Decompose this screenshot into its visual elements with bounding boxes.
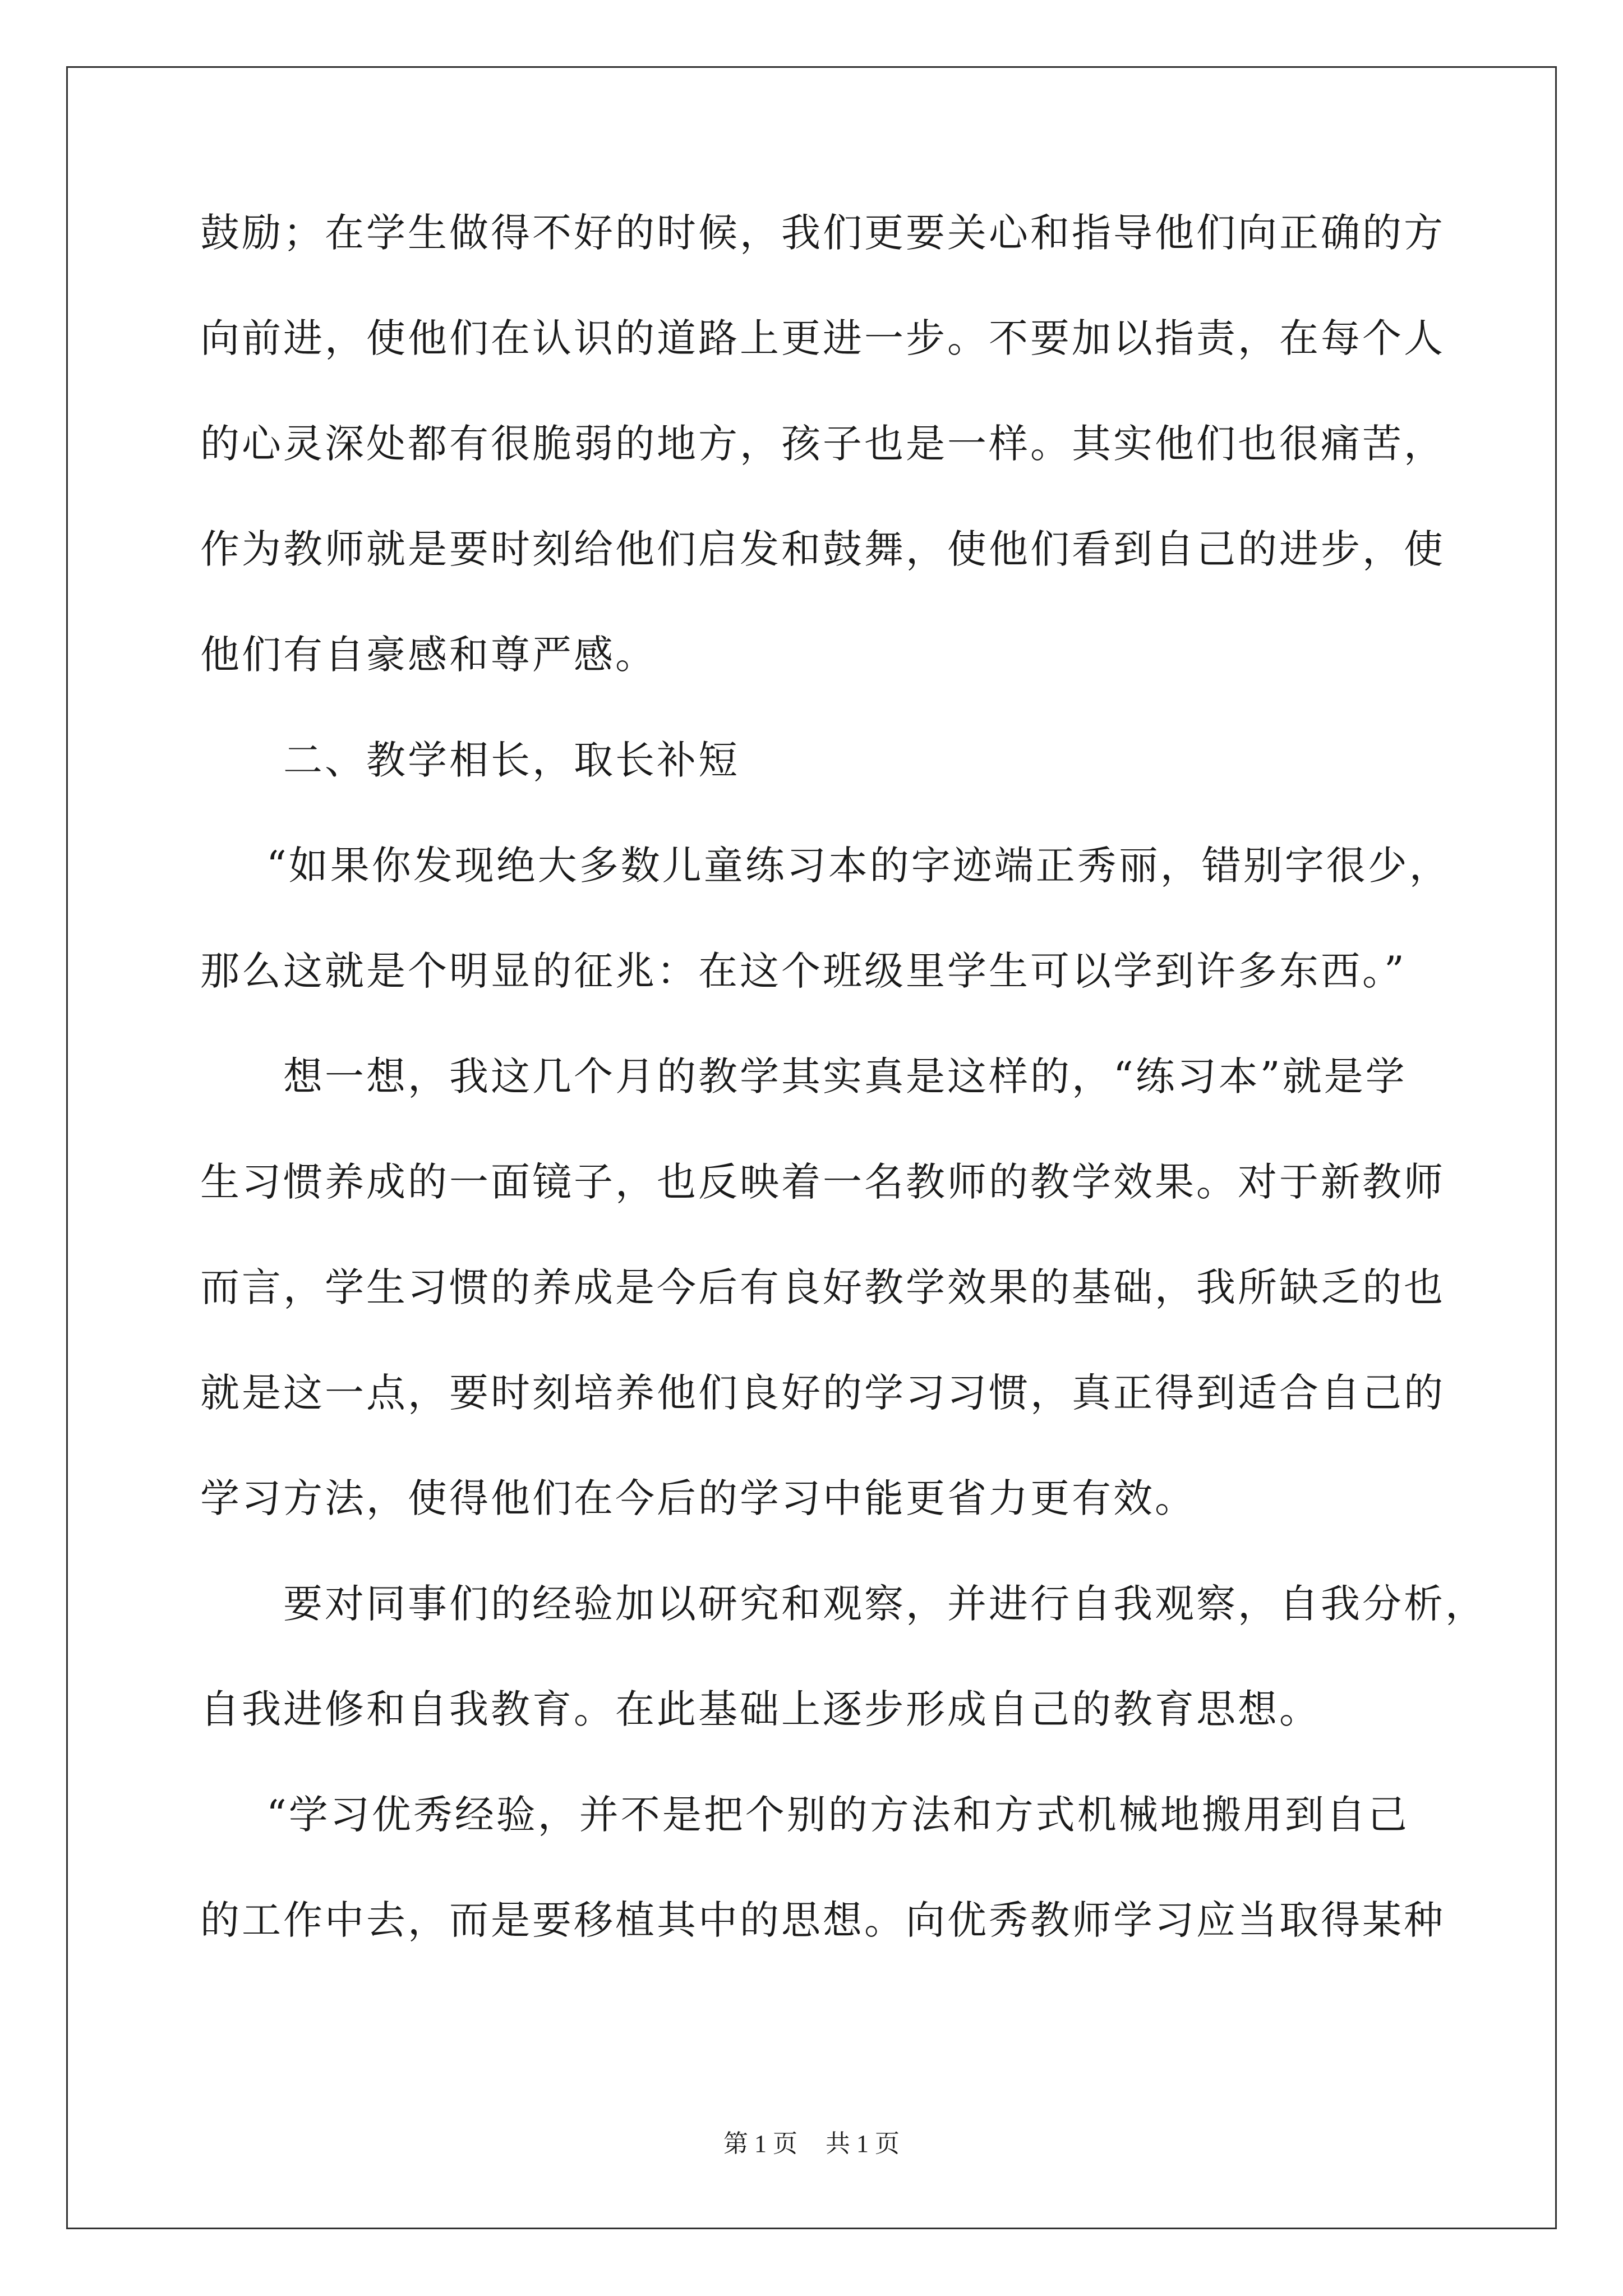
text-line: 而言，学生习惯的养成是今后有良好教学效果的基础，我所缺乏的也	[200, 1264, 1445, 1310]
page-total: 共 1 页	[826, 2130, 900, 2157]
text-line: 的心灵深处都有很脆弱的地方，孩子也是一样。其实他们也很痛苦，	[200, 421, 1445, 467]
text-line: 就是这一点，要时刻培养他们良好的学习习惯，真正得到适合自己的	[200, 1370, 1445, 1416]
text-line: 学习方法，使得他们在今后的学习中能更省力更有效。	[200, 1475, 1196, 1521]
text-line: 生习惯养成的一面镜子，也反映着一名教师的教学效果。对于新教师	[200, 1159, 1445, 1205]
text-line: “如果你发现绝大多数儿童练习本的字迹端正秀丽，错别字很少，	[266, 843, 1451, 889]
page-number: 第 1 页	[723, 2130, 797, 2157]
text-line: 想一想，我这几个月的教学其实真是这样的，“练习本”就是学	[283, 1053, 1407, 1099]
document-body	[200, 210, 1487, 2006]
text-line: 自我进修和自我教育。在此基础上逐步形成自己的教育思想。	[200, 1686, 1321, 1732]
text-line: 他们有自豪感和尊严感。	[200, 632, 657, 678]
text-line: 作为教师就是要时刻给他们启发和鼓舞，使他们看到自己的进步，使	[200, 526, 1445, 572]
text-line: 二、教学相长，取长补短	[283, 737, 740, 783]
text-line: 鼓励；在学生做得不好的时候，我们更要关心和指导他们向正确的方	[200, 210, 1445, 256]
text-line: 向前进，使他们在认识的道路上更进一步。不要加以指责，在每个人	[200, 315, 1445, 361]
text-line: 那么这就是个明显的征兆：在这个班级里学生可以学到许多东西。”	[200, 948, 1407, 994]
text-line: 的工作中去，而是要移植其中的思想。向优秀教师学习应当取得某种	[200, 1897, 1445, 1943]
text-line: “学习优秀经验，并不是把个别的方法和方式机械地搬用到自己	[266, 1792, 1409, 1838]
text-line: 要对同事们的经验加以研究和观察，并进行自我观察，自我分析，	[283, 1581, 1487, 1627]
page-footer	[0, 2123, 1623, 2159]
